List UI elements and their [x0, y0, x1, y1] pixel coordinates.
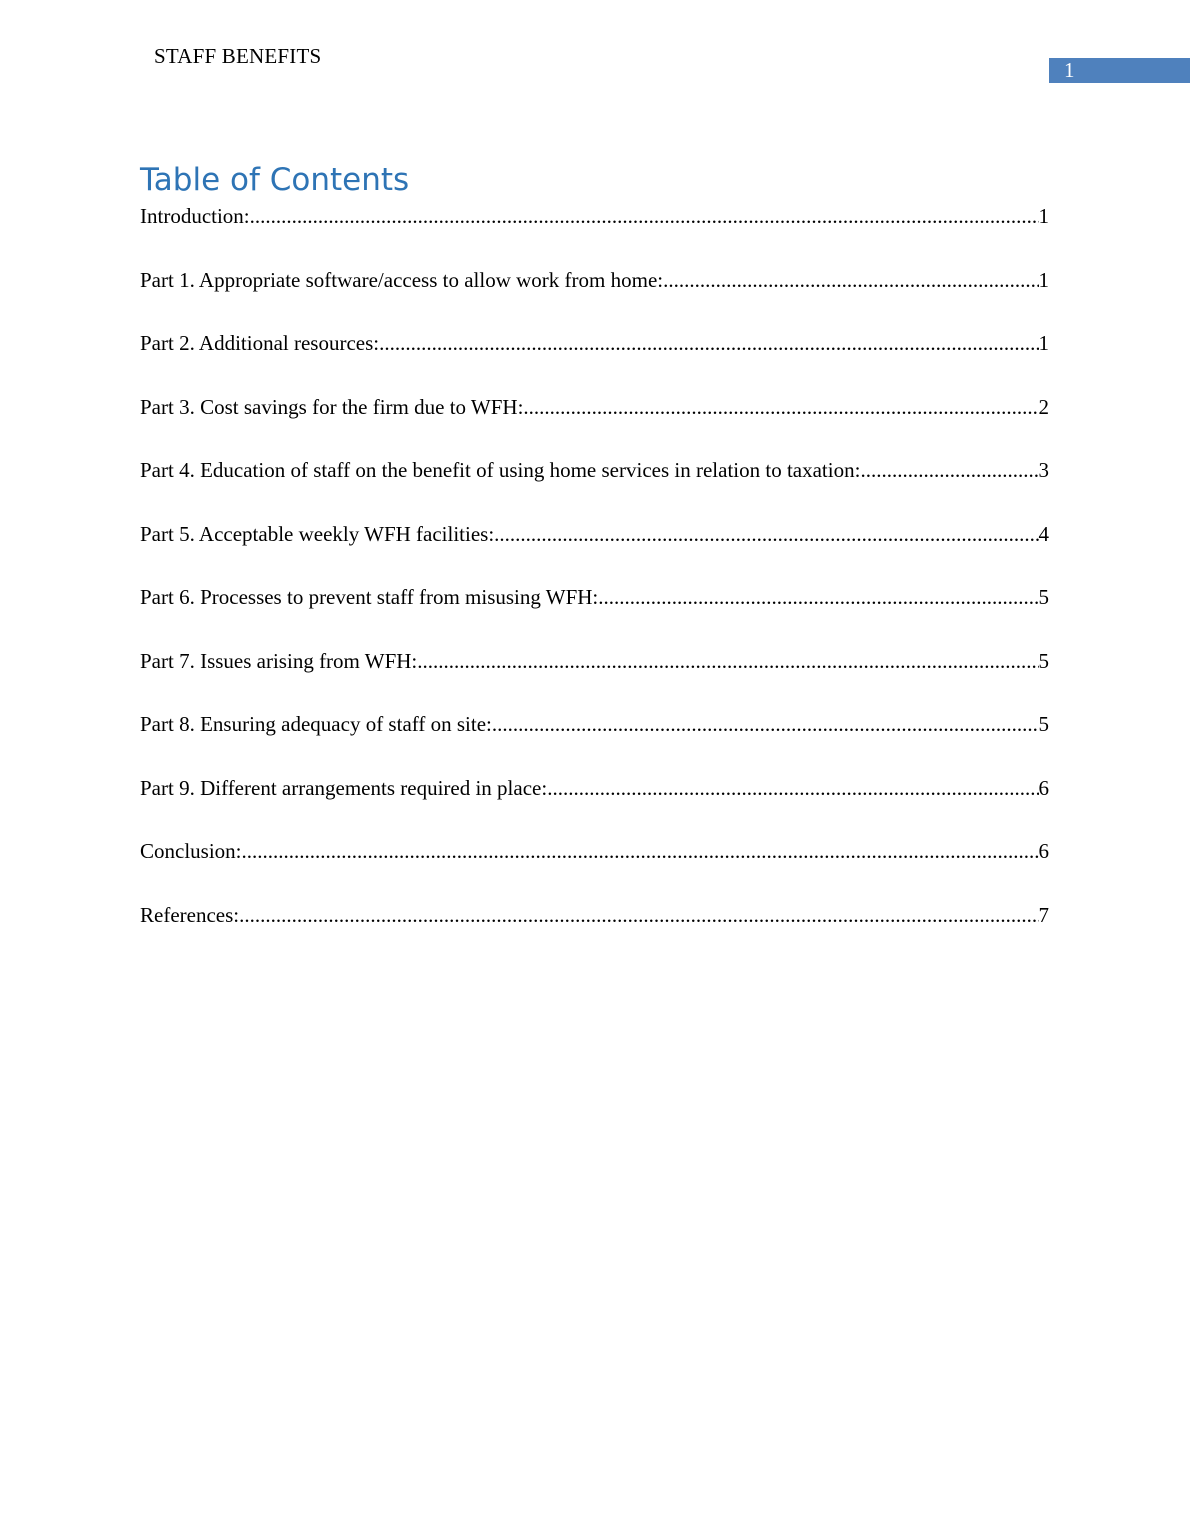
toc-entry-title: Part 8. Ensuring adequacy of staff on site: [140, 712, 492, 736]
toc-entry-page: 3 [1038, 458, 1049, 482]
toc-entry-title: Part 4. Education of staff on the benefit of using home services in relation to taxation: [140, 458, 861, 482]
toc-entry-page: 5 [1038, 585, 1049, 609]
toc-entry-title: Part 9. Different arrangements required in place: [140, 775, 548, 800]
toc-entry-references[interactable] [140, 899, 1049, 963]
toc-entry-part-5[interactable] [140, 518, 1049, 582]
dot-leader [492, 708, 1039, 740]
table-of-contents [140, 200, 1049, 962]
toc-entry-page: 1 [1038, 331, 1049, 355]
running-header: STAFF BENEFITS [154, 44, 322, 68]
toc-entry-page: 6 [1038, 775, 1049, 800]
toc-entry-title: Introduction: [140, 204, 250, 228]
toc-entry-page: 1 [1038, 267, 1049, 292]
toc-entry-page: 7 [1038, 902, 1049, 927]
toc-entry-page: 4 [1038, 521, 1049, 546]
dot-leader [242, 835, 1039, 867]
dot-leader [379, 327, 1038, 359]
toc-entry-page: 5 [1038, 712, 1049, 736]
dot-leader [598, 581, 1038, 613]
toc-entry-title: Part 5. Acceptable weekly WFH facilities: [140, 521, 495, 546]
toc-entry-conclusion[interactable] [140, 835, 1049, 899]
toc-entry-part-9[interactable] [140, 772, 1049, 836]
toc-entry-title: Part 6. Processes to prevent staff from misusing WFH: [140, 585, 599, 609]
toc-entry-title: Part 2. Additional resources: [140, 331, 380, 355]
toc-entry-page: 2 [1038, 394, 1049, 419]
toc-entry-part-4[interactable] [140, 454, 1049, 518]
toc-entry-part-7[interactable] [140, 645, 1049, 709]
toc-entry-title: Part 3. Cost savings for the firm due to WFH: [140, 394, 524, 419]
dot-leader [860, 454, 1038, 486]
toc-entry-page: 6 [1038, 839, 1049, 863]
dot-leader [494, 518, 1038, 550]
dot-leader [547, 772, 1038, 804]
toc-entry-page: 5 [1038, 648, 1049, 673]
dot-leader [250, 200, 1039, 232]
toc-entry-part-6[interactable] [140, 581, 1049, 645]
page-number-badge [1049, 58, 1190, 83]
toc-entry-part-8[interactable] [140, 708, 1049, 772]
toc-entry-introduction[interactable] [140, 200, 1049, 264]
toc-heading: Table of Contents [140, 162, 410, 198]
dot-leader [663, 264, 1038, 296]
toc-entry-part-1[interactable] [140, 264, 1049, 328]
toc-entry-title: Part 7. Issues arising from WFH: [140, 648, 418, 673]
toc-entry-part-3[interactable] [140, 391, 1049, 455]
toc-entry-title: Part 1. Appropriate software/access to allow work from home: [140, 267, 664, 292]
dot-leader [523, 391, 1038, 423]
page-number: 1 [1064, 58, 1075, 82]
toc-entry-title: Conclusion: [140, 839, 242, 863]
toc-entry-part-2[interactable] [140, 327, 1049, 391]
dot-leader [417, 645, 1038, 677]
toc-entry-page: 1 [1038, 204, 1049, 228]
dot-leader [239, 899, 1038, 931]
toc-entry-title: References: [140, 902, 240, 927]
